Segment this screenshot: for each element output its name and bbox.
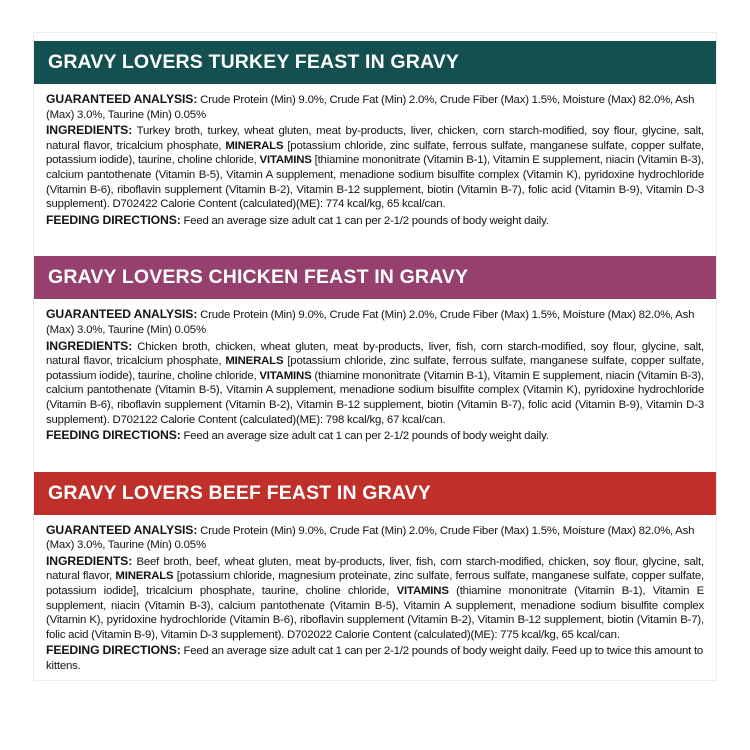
- product-block-turkey: [34, 41, 716, 234]
- section-divider-2: [34, 450, 716, 464]
- ingredients-text-part1: Turkey broth, turkey, wheat gluten, meat by-products, liver, chicken, corn starch-modified, soy flour, glycine, salt, natural flavor, tricalcium phosphate,: [46, 125, 704, 152]
- ingredients-text-part1: Beef broth, beef, wheat gluten, meat by-products, liver, fish, corn starch-modified, chicken, soy flour, glycine, salt, natural flavor,: [46, 555, 704, 583]
- product-body-turkey: [34, 84, 716, 234]
- guaranteed-analysis-value: Crude Protein (Min) 9.0%, Crude Fat (Min) 2.0%, Crude Fiber (Max) 1.5%, Moisture (Max) 82.0%, Ash (Max) 3.0%, Taurine (Min) 0.05%: [46, 524, 695, 552]
- product-body-chicken: [34, 299, 716, 449]
- guaranteed-analysis-chicken: [46, 307, 704, 337]
- product-header-chicken: [34, 256, 716, 299]
- vitamins-keyword: VITAMINS: [259, 369, 312, 382]
- ingredients-text-part3: (thiamine mononitrate (Vitamin B-1), Vitamin E supplement, niacin (Vitamin B-3), calcium pantothenate (Vitamin B-5), Vitamin A supplement, menadione sodium bisulfite complex (Vitamin K), pyridoxine hydrochloride (Vitamin B-6), riboflavin supplement (Vitamin B-2), Vitamin B-12 supplement, biotin (Vitamin B-7), folic acid (Vitamin B-9), Vitamin D-3 supplement). D702022 Calorie Content (calculated)(ME): 775 kcal/kg, 65 kcal/can.: [46, 585, 704, 641]
- ingredients-text-part2: [potassium chloride, zinc sulfate, ferrous sulfate, manganese sulfate, copper sulfate, potassium iodide), taurine, choline chloride,: [46, 139, 704, 167]
- ingredients-label: INGREDIENTS:: [46, 553, 133, 568]
- nutrition-label-panel: [33, 32, 717, 681]
- ingredients-label: INGREDIENTS:: [46, 123, 133, 138]
- feeding-directions-value: Feed an average size adult cat 1 can per 2-1/2 pounds of body weight daily.: [180, 214, 549, 227]
- guaranteed-analysis-value: Crude Protein (Min) 9.0%, Crude Fat (Min) 2.0%, Crude Fiber (Max) 1.5%, Moisture (Max) 82.0%, Ash (Max) 3.0%, Taurine (Min) 0.05%: [46, 94, 695, 121]
- ingredients-text-part3: (thiamine mononitrate (Vitamin B-1), Vitamin E supplement, niacin (Vitamin B-3), calcium pantothenate (Vitamin B-5), Vitamin A supplement, menadione sodium bisulfite complex (Vitamin K), pyridoxine hydrochloride (Vitamin B-6), riboflavin supplement (Vitamin B-2), Vitamin B-12 supplement, biotin (Vitamin B-7), folic acid (Vitamin B-9), Vitamin D-3 supplement). D702122 Calorie Content (calculated)(ME): 798 kcal/kg, 67 kcal/can.: [46, 369, 704, 426]
- guaranteed-analysis-turkey: [46, 92, 704, 122]
- ingredients-chicken: [46, 339, 704, 428]
- section-divider-1: [34, 234, 716, 248]
- feeding-directions-beef: [46, 643, 704, 673]
- minerals-keyword: MINERALS: [115, 570, 174, 583]
- product-title-beef: GRAVY LOVERS BEEF FEAST IN GRAVY: [48, 481, 431, 504]
- feeding-directions-label: FEEDING DIRECTIONS:: [46, 212, 181, 227]
- guaranteed-analysis-label: GUARANTEED ANALYSIS:: [46, 522, 198, 537]
- product-header-turkey: [34, 41, 716, 84]
- feeding-directions-value: Feed an average size adult cat 1 can per 2-1/2 pounds of body weight daily.: [180, 430, 549, 443]
- ingredients-beef: [46, 554, 704, 643]
- product-block-beef: [34, 472, 716, 680]
- guaranteed-analysis-beef: [46, 523, 704, 553]
- feeding-directions-label: FEEDING DIRECTIONS:: [46, 428, 181, 443]
- ingredients-turkey: [46, 123, 704, 212]
- guaranteed-analysis-value: Crude Protein (Min) 9.0%, Crude Fat (Min) 2.0%, Crude Fiber (Max) 1.5%, Moisture (Max) 82.0%, Ash (Max) 3.0%, Taurine (Min) 0.05%: [46, 309, 695, 336]
- vitamins-keyword: VITAMINS: [259, 154, 312, 167]
- feeding-directions-turkey: [46, 213, 704, 229]
- guaranteed-analysis-label: GUARANTEED ANALYSIS:: [46, 92, 198, 106]
- feeding-directions-chicken: [46, 428, 704, 444]
- product-title-turkey: GRAVY LOVERS TURKEY FEAST IN GRAVY: [48, 51, 460, 73]
- minerals-keyword: MINERALS: [225, 139, 284, 152]
- ingredients-text-part1: Chicken broth, chicken, wheat gluten, meat by-products, liver, fish, corn starch-modified, soy flour, glycine, salt, natural flavor, tricalcium phosphate,: [46, 340, 704, 368]
- ingredients-text-part2: [potassium chloride, zinc sulfate, ferrous sulfate, manganese sulfate, copper sulfate, potassium iodide), taurine, choline chloride,: [46, 355, 704, 382]
- feeding-directions-label: FEEDING DIRECTIONS:: [46, 643, 181, 658]
- minerals-keyword: MINERALS: [225, 355, 284, 368]
- ingredients-label: INGREDIENTS:: [46, 338, 133, 353]
- guaranteed-analysis-label: GUARANTEED ANALYSIS:: [46, 307, 198, 322]
- ingredients-text-part2: [potassium chloride, magnesium proteinate, zinc sulfate, ferrous sulfate, manganese sulfate, copper sulfate, potassium iodide], tricalcium phosphate, taurine, choline chloride,: [46, 570, 704, 598]
- feeding-directions-value: Feed an average size adult cat 1 can per 2-1/2 pounds of body weight daily. Feed up to twice this amount to kittens.: [46, 645, 704, 673]
- ingredients-text-part3: [thiamine mononitrate (Vitamin B-1), Vitamin E supplement, niacin (Vitamin B-3), calcium pantothenate (Vitamin B-5), Vitamin A supplement, menadione sodium bisulfite complex (Vitamin K), pyridoxine hydrochloride (Vitamin B-6), riboflavin supplement (Vitamin B-2), Vitamin B-12 supplement, biotin (Vitamin B-7), folic acid (Vitamin B-9), Vitamin D-3 supplement). D702422 Calorie Content (calculated)(ME): 774 kcal/kg, 65 kcal/can.: [46, 154, 704, 211]
- product-header-beef: [34, 472, 716, 515]
- product-body-beef: [34, 515, 716, 680]
- product-block-chicken: [34, 256, 716, 449]
- product-title-chicken: GRAVY LOVERS CHICKEN FEAST IN GRAVY: [48, 266, 469, 289]
- vitamins-keyword: VITAMINS: [396, 585, 449, 598]
